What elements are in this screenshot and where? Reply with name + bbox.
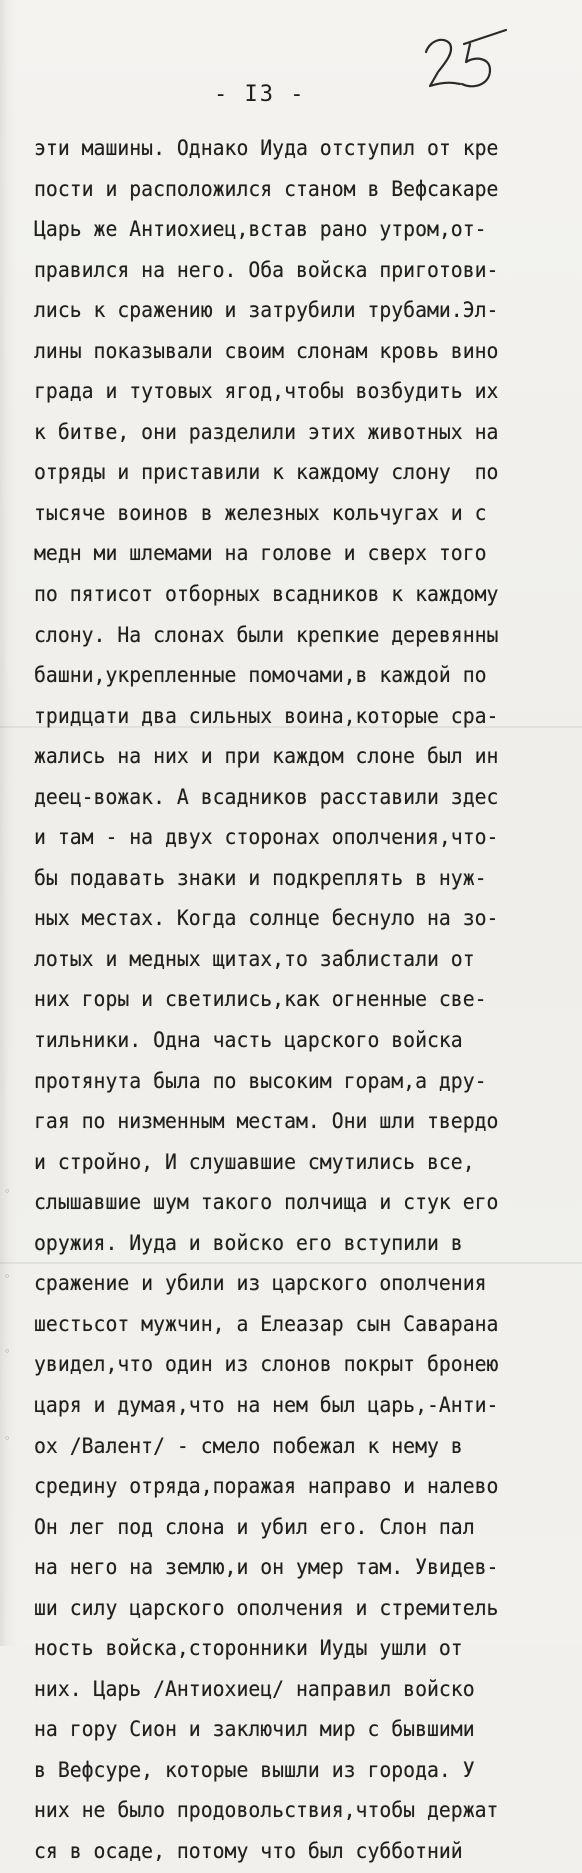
text-line: Царь же Антиохиец,встав рано утром,от- xyxy=(34,217,487,243)
text-line: эти машины. Однако Иуда отступил от кре xyxy=(34,136,499,161)
text-line: жались на них и при каждом слоне был ин xyxy=(34,744,499,770)
text-line: ных местах. Когда солнце беснуло на зо- xyxy=(34,906,499,932)
text-line: тысяче воинов в железных кольчугах и с xyxy=(34,500,487,526)
text-line: них. Царь /Антиохиец/ направил войско xyxy=(34,1676,475,1702)
text-line: царя и думая,что на нем был царь,-Анти- xyxy=(34,1392,499,1418)
text-line: увидел,что один из слонов покрыт бронею xyxy=(34,1352,499,1378)
text-line: на него на землю,и он умер там. Увидев- xyxy=(34,1555,499,1581)
text-line: и стройно, И слушавшие смутились все, xyxy=(34,1149,475,1175)
text-line: них горы и светились,как огненные све- xyxy=(34,987,487,1013)
margin-speck: ◦ xyxy=(4,1270,11,1283)
text-line: башни,укрепленные помочами,в каждой по xyxy=(34,663,487,689)
text-line: к битве, они разделили этих животных на xyxy=(34,419,499,445)
text-line: слону. На слонах были крепкие деревянны xyxy=(34,622,499,648)
text-line: бы подавать знаки и подкреплять в нуж- xyxy=(34,865,487,891)
text-line: шестьсот мужчин, а Елеазар сын Саварана xyxy=(34,1311,499,1337)
left-margin-binding xyxy=(2,0,16,1646)
margin-speck: ◦ xyxy=(4,1432,11,1445)
text-line: тильники. Одна часть царского войска xyxy=(34,1028,463,1054)
text-line: сражение и убили из царского ополчения xyxy=(34,1271,487,1297)
margin-speck: ◦ xyxy=(4,1185,11,1198)
text-line: лотых и медных щитах,то заблистали от xyxy=(34,946,475,972)
page-number: - I3 - xyxy=(214,82,306,107)
document-body xyxy=(34,129,574,1873)
folio-handwriting xyxy=(418,22,514,100)
text-line: Он лег под слона и убил его. Слон пал xyxy=(34,1514,475,1540)
text-line: гая по низменным местам. Они шли твердо xyxy=(34,1109,499,1135)
text-line: лись к сражению и затрубили трубами.Эл- xyxy=(34,298,499,324)
text-line: слышавшие шум такого полчища и стук его xyxy=(34,1190,499,1216)
text-line: средину отряда,поражая направо и налево xyxy=(34,1474,499,1500)
text-line: ши силу царского ополчения и стремитель xyxy=(34,1595,499,1621)
text-line: протянута была по высоким горам,а дру- xyxy=(34,1068,487,1094)
text-line: оружия. Иуда и войско его вступили в xyxy=(34,1230,463,1256)
text-line: града и тутовых ягод,чтобы возбудить их xyxy=(34,379,499,405)
text-line: медн ми шлемами на голове и сверх того xyxy=(34,541,487,567)
text-line: тридцати два сильных воина,которые сра- xyxy=(34,703,499,729)
text-line: ность войска,сторонники Иуды ушли от xyxy=(34,1636,463,1662)
text-line: в Вефсуре, которые вышли из города. У xyxy=(34,1757,475,1783)
text-line: лины показывали своим слонам кровь вино xyxy=(34,338,499,364)
text-line: ох /Валент/ - смело побежал к нему в xyxy=(34,1433,463,1459)
margin-speck: ◦ xyxy=(4,1345,11,1358)
text-line: ся в осаде, потому что был субботний xyxy=(34,1838,463,1864)
text-line: на гору Сион и заключил мир с бывшими xyxy=(34,1717,475,1743)
text-line: правился на него. Оба войска приготови- xyxy=(34,257,499,283)
text-line: по пятисот отборных всадников к каждому xyxy=(34,582,499,608)
handwritten-folio-number xyxy=(418,22,514,100)
text-line: и там - на двух сторонах ополчения,что- xyxy=(34,825,499,851)
text-line: отряды и приставили к каждому слону по xyxy=(34,460,499,486)
text-line: деец-вожак. А всадников расставили здес xyxy=(34,784,499,810)
text-line: пости и расположился станом в Вефсакаре xyxy=(34,176,499,202)
text-line: них не было продовольствия,чтобы держат xyxy=(34,1798,499,1824)
